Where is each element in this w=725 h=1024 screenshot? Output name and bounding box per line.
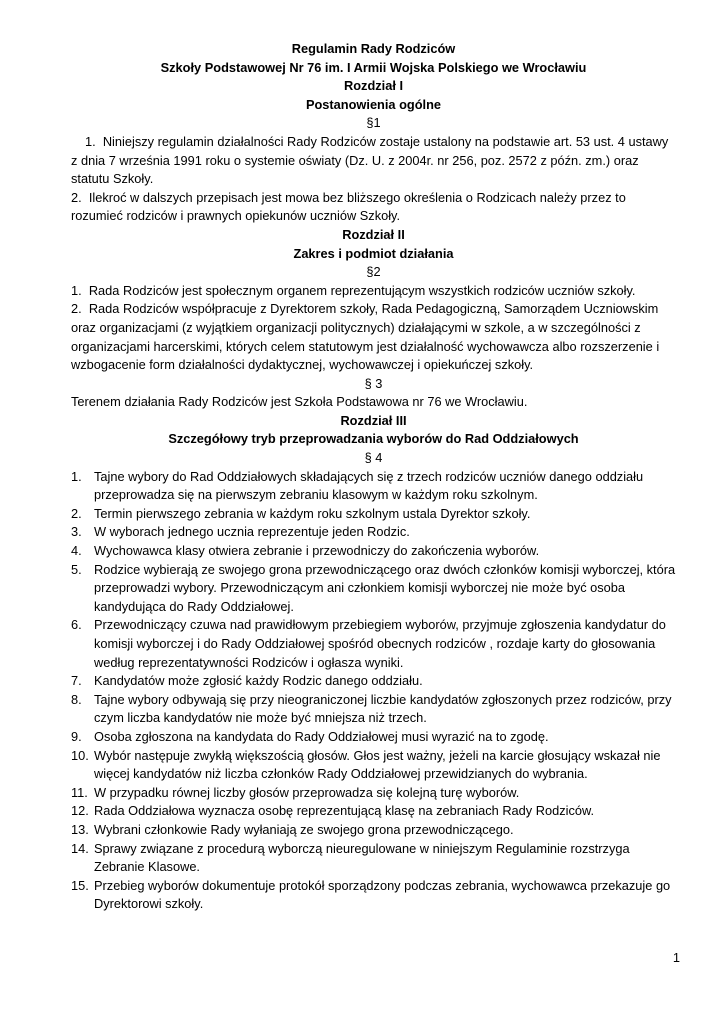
list-item-body: Przewodniczący czuwa nad prawidłowym przebiegiem wyborów, przyjmuje zgłoszenia kandydatur do komisji wyborczej i do Rady Oddziałowej spośród obecnych rodziców , rozdaje karty do głosowania według reprezentatywności Rodziców i ogłasza wyniki. <box>94 617 666 670</box>
list-item-number: 2. <box>71 301 82 317</box>
list-item-body: Wybór następuje zwykłą większością głosów. Głos jest ważny, jeżeli na karcie głosujący wskazał nie więcej kandydatów niż liczba członków Rady Oddziałowej przewidzianych do wybrania. <box>94 747 661 782</box>
section-1-mark: §1 <box>366 115 381 131</box>
list-item-number: 6. <box>71 617 82 633</box>
list-item-text <box>71 133 676 189</box>
list-item-number: 12. <box>71 803 89 819</box>
list-item-body: Wybrani członkowie Rady wyłaniają ze swojego grona przewodniczącego. <box>94 821 514 837</box>
section-2-mark: §2 <box>366 264 381 280</box>
list-item-body: Kandydatów może zgłosić każdy Rodzic danego oddziału. <box>94 673 423 689</box>
list-item-number: 2. <box>71 505 82 521</box>
list-item <box>71 300 676 374</box>
list-item-body: Ilekroć w dalszych przepisach jest mowa bez bliższego określenia o Rodzicach należy przez to rozumieć rodziców i prawnych opiekunów uczniów Szkoły. <box>71 189 626 224</box>
list-item-body: Tajne wybory do Rad Oddziałowych składających się z trzech rodziców uczniów danego oddziału przeprowadza się na pierwszym zebraniu klasowym w każdym roku szkolnym. <box>94 468 644 503</box>
document-title: Regulamin Rady Rodziców <box>291 41 456 56</box>
list-item <box>71 691 676 728</box>
list-item <box>71 282 676 301</box>
list-item-number: 1. <box>71 282 82 298</box>
list-item-body: Rodzice wybierają ze swojego grona przewodniczącego oraz dwóch członków komisji wyborczej, która przeprowadzi wybory. Przewodniczącym ani członkiem komisji wyborczej nie może być osoba kandydująca do Rady Oddziałowej. <box>94 561 676 614</box>
chapter-3-subheading: Szczegółowy tryb przeprowadzania wyborów do Rad Oddziałowych <box>168 431 579 447</box>
list-item-body: Sprawy związane z procedurą wyborczą nieuregulowane w niniejszym Regulaminie rozstrzyga Zebranie Klasowe. <box>94 840 630 875</box>
document-body <box>71 40 676 914</box>
list-item <box>71 189 676 226</box>
list-item-body: Termin pierwszego zebrania w każdym roku szkolnym ustala Dyrektor szkoły. <box>94 505 531 521</box>
list-item <box>71 877 676 914</box>
chapter-1-heading: Rozdział I <box>343 78 403 94</box>
list-item <box>71 561 676 617</box>
list-item-number: 3. <box>71 524 82 540</box>
chapter-1-list <box>71 133 676 226</box>
chapter-3-list <box>71 468 676 914</box>
list-item-number: 13. <box>71 821 89 837</box>
list-item-body: W wyborach jednego ucznia reprezentuje jeden Rodzic. <box>94 524 410 540</box>
document-subtitle: Szkoły Podstawowej Nr 76 im. I Armii Wojska Polskiego we Wrocławiu <box>160 59 587 75</box>
list-item-number: 8. <box>71 691 82 707</box>
list-item <box>71 802 676 821</box>
list-item-body: Rada Oddziałowa wyznacza osobę reprezentującą klasę na zebraniach Rady Rodziców. <box>94 803 595 819</box>
list-item-number: 2. <box>71 189 82 205</box>
list-item <box>71 133 676 189</box>
list-item-body: Rada Rodziców jest społecznym organem reprezentującym wszystkich rodziców uczniów szkoły. <box>88 282 636 298</box>
chapter-1-subheading: Postanowienia ogólne <box>305 96 442 112</box>
list-item-body: Rada Rodziców współpracuje z Dyrektorem szkoły, Rada Pedagogiczną, Samorządem Uczniowskim oraz organizacjami (z wyjątkiem organizacji politycznych) działającymi w szkole, a w szczególności z organizacjami harcerskimi, których celem statutowym jest działalność wychowawcza albo rozszerzenie i wzbogacenie form działalności dydaktycznej, wychowawczej i opiekuńczej szkoły. <box>71 301 660 373</box>
section-4-mark: § 4 <box>364 450 383 466</box>
list-item <box>71 840 676 877</box>
list-item <box>71 728 676 747</box>
list-item <box>71 542 676 561</box>
list-item-number: 11. <box>71 784 88 800</box>
list-item <box>71 505 676 524</box>
list-item <box>71 821 676 840</box>
list-item <box>71 747 676 784</box>
section-3-text: Terenem działania Rady Rodziców jest Szkoła Podstawowa nr 76 we Wrocławiu. <box>71 394 528 410</box>
list-item-number: 9. <box>71 728 82 744</box>
page-number: 1 <box>672 950 680 965</box>
chapter-2-list <box>71 282 676 375</box>
list-item-body: Niniejszy regulamin działalności Rady Rodziców zostaje ustalony na podstawie art. 53 ust. 4 ustawy z dnia 7 września 1991 roku o systemie oświaty (Dz. U. z 2004r. nr 256, poz. 2572 z późn. zm.) oraz statutu Szkoły. <box>71 133 669 187</box>
list-item-text <box>71 300 676 374</box>
list-item <box>71 523 676 542</box>
list-item-body: Przebieg wyborów dokumentuje protokół sporządzony podczas zebrania, wychowawca przekazuje go Dyrektorowi szkoły. <box>94 877 671 912</box>
chapter-2-subheading: Zakres i podmiot działania <box>293 245 454 261</box>
list-item-body: Osoba zgłoszona na kandydata do Rady Oddziałowej musi wyrazić na to zgodę. <box>94 728 549 744</box>
list-item-number: 5. <box>71 561 82 577</box>
list-item-body: Tajne wybory odbywają się przy nieograniczonej liczbie kandydatów zgłoszonych przez rodziców, przy czym liczba kandydatów nie może być mniejsza niż trzech. <box>94 691 672 726</box>
list-item-body: Wychowawca klasy otwiera zebranie i przewodniczy do zakończenia wyborów. <box>94 543 540 559</box>
list-item-number: 15. <box>71 877 89 893</box>
list-item-text <box>71 282 636 301</box>
section-3-mark: § 3 <box>364 375 383 391</box>
list-item-number: 1. <box>71 468 82 484</box>
chapter-2-heading: Rozdział II <box>342 226 405 242</box>
list-item <box>71 616 676 672</box>
list-item <box>71 672 676 691</box>
list-item-number: 1. <box>85 133 96 149</box>
list-item <box>71 784 676 803</box>
list-item-number: 7. <box>71 673 82 689</box>
list-item-number: 14. <box>71 840 89 856</box>
list-item <box>71 468 676 505</box>
list-item-number: 4. <box>71 543 82 559</box>
list-item-text <box>71 189 676 226</box>
list-item-number: 10. <box>71 747 89 763</box>
chapter-3-heading: Rozdział III <box>340 412 407 428</box>
list-item-body: W przypadku równej liczby głosów przeprowadza się kolejną turę wyborów. <box>94 784 520 800</box>
